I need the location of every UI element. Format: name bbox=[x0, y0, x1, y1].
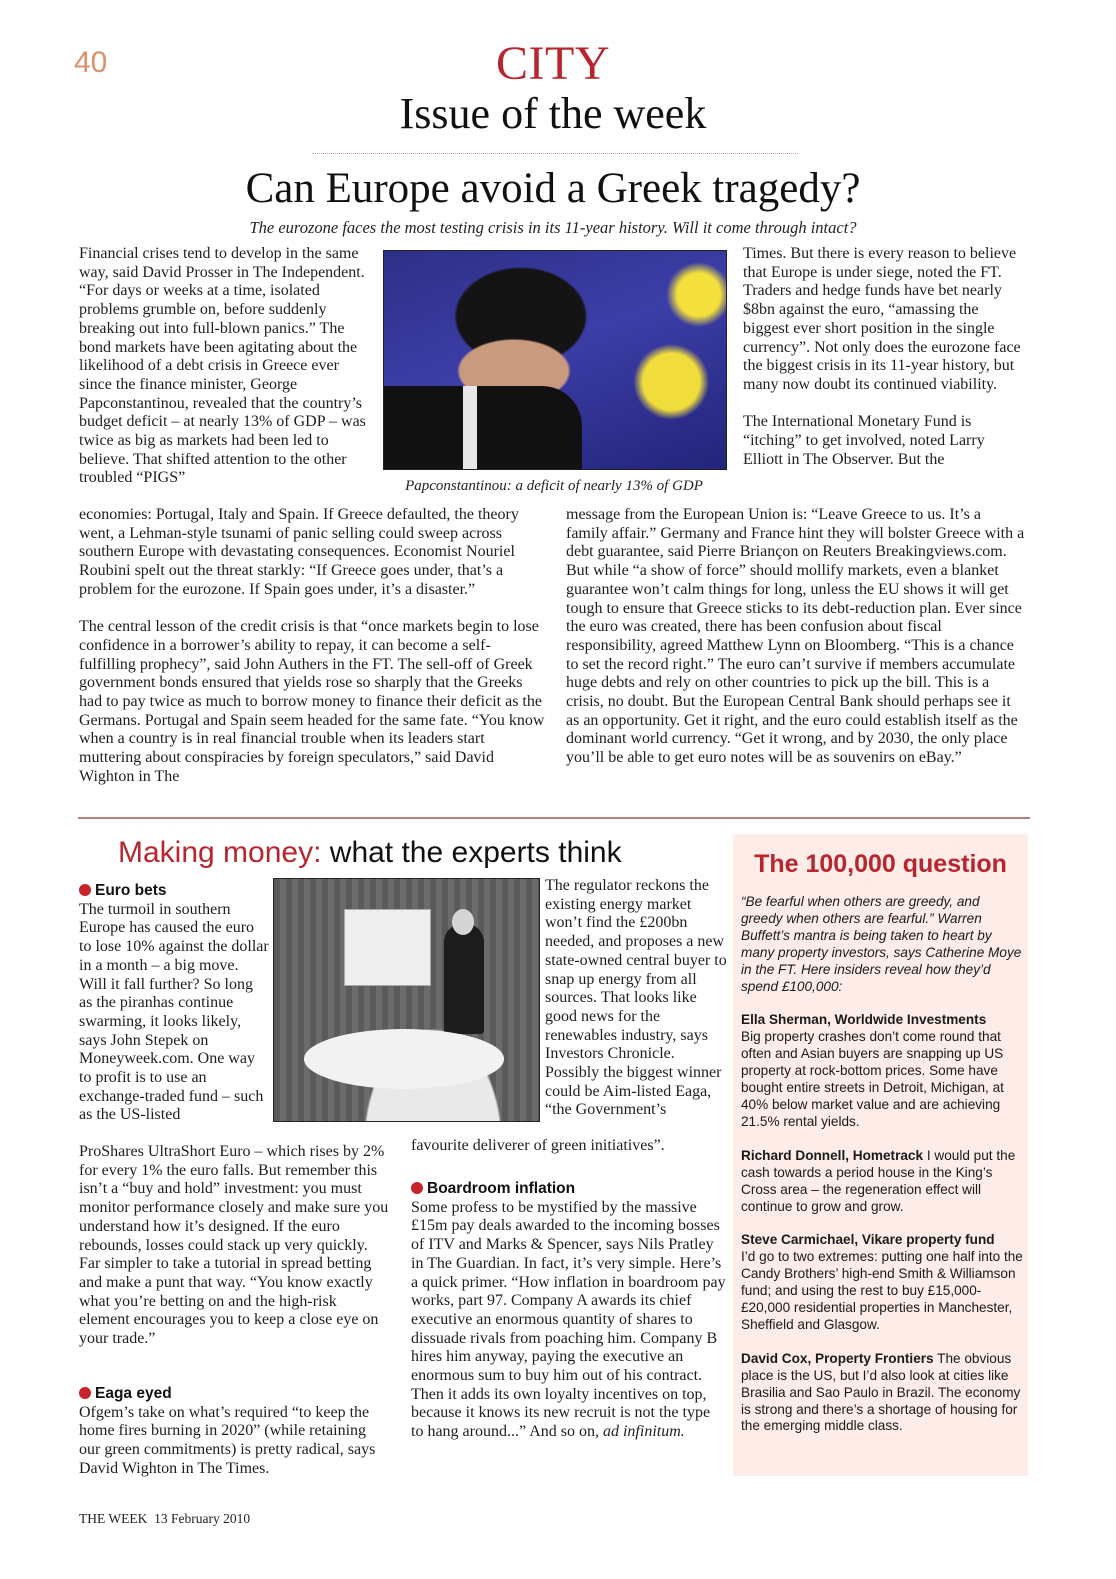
bullet-icon bbox=[411, 1182, 423, 1194]
page-footer: THE WEEK 13 February 2010 bbox=[79, 1511, 251, 1526]
paragraph: economies: Portugal, Italy and Spain. If Greece defaulted, the theory went, a Lehman-style tsunami of panic selling could sweep across southern Europe with devastating consequences. Economist Nouriel Roubini spelt out the threat starkly: “If Greece goes under, that’s a problem for the eurozone. If Spain goes under, it’s a disaster.” bbox=[79, 506, 519, 598]
entry: Steve Carmichael, Vikare property fund I’d go to two extremes: putting one half into the Candy Brothers’ high-end Smith & Williamson fund; and using the rest to buy £15,000-£20,000 residential properties in Manchester, Sheffield and Glasgow. bbox=[741, 1232, 1023, 1332]
entry: David Cox, Property Frontiers The obvious place is the US, but I’d also look at cities like Brasilia and Sao Paulo in Brazil. The economy is strong and there’s a shortage of housing for the emerging middle class. bbox=[741, 1350, 1021, 1434]
question-box-intro: “Be fearful when others are greedy, and greedy when others are fearful.” Warren Buffett’s mantra is being taken to heart by many property investors, says Catherine Moye in the FT. Here insiders reveal how they’d spend £100,000: bbox=[741, 894, 1022, 994]
dotted-divider bbox=[312, 153, 798, 154]
entry: Richard Donnell, Hometrack I would put the cash towards a period house in the King’s Cross area – the regeneration effect will continue to grow and grow. bbox=[741, 1147, 1016, 1214]
euro-bets-heading: Euro bets bbox=[79, 882, 269, 901]
paragraph: Some profess to be mystified by the massive £15m pay deals awarded to the incoming bosses of ITV and Marks & Spencer, says Nils Pratley in The Guardian. In fact, it’s very simple. Here’s a quick primer. “How inflation in boardroom pay works, part 97. Company A awards its chief executive an enormous quantity of shares to dissuade rivals from poaching him. Company B hires him anyway, paying the executive an enormous sum to buy him out of his contract. Then it adds its own loyalty incentives on top, because it knows its new recruit is not the type to hang around...” And so on, ad infinitum. bbox=[411, 1198, 726, 1441]
paragraph: message from the European Union is: “Leave Greece to us. It’s a family affair.” Germany and France hint they will bolster Greece with a debt guarantee, said Pierre Briançon on Reuters Breakingviews.com. But while “a show of force” should mollify markets, even a blanket guarantee won’t calm things for long, unless the EU shows it will get tough to ensure that Greece sticks to its debt-reduction plan. Ever since the euro was created, there has been confusion about fiscal responsibility, agreed Matthew Lynn on Bloomberg. “This is a chance to set the record right.” The euro can’t survive if members accumulate huge debts and rely on other countries to pick up the bill. This is a crisis, no doubt. But the European Central Bank should perhaps see it as an opportunity. Get it right, and the euro could establish itself as the dominant world currency. “Get it wrong, and by 2030, the only place you’ll be able to get euro notes will be as souvenirs on eBay.” bbox=[566, 506, 1025, 767]
boardroom-inflation-heading: Boardroom inflation bbox=[411, 1180, 726, 1199]
eaga-continued-narrow bbox=[545, 877, 730, 1120]
photo-detail bbox=[344, 909, 431, 986]
euro-bets-item bbox=[79, 882, 269, 1125]
photo-detail bbox=[444, 924, 484, 1034]
article-col1-bottom bbox=[79, 506, 547, 787]
eaga-eyed-item bbox=[79, 1385, 389, 1479]
article-col3-top bbox=[743, 245, 1023, 469]
paragraph: favourite deliverer of green initiatives”. bbox=[411, 1137, 665, 1154]
title-red-part: Making money: bbox=[118, 836, 322, 869]
article-col2-bottom bbox=[566, 506, 1026, 768]
paragraph: The turmoil in southern Europe has caused the euro to lose 10% against the dollar in a month – a big move. Will it fall further? So long as the piranhas continue swarming, it looks likely, says John Stepek on Moneyweek.com. One way to profit is to use an exchange-traded fund – such as the US-listed bbox=[79, 900, 269, 1124]
photo-detail bbox=[384, 386, 582, 469]
question-box-title: The 100,000 question bbox=[754, 850, 1007, 878]
article-standfirst: The eurozone faces the most testing crisis in its 11-year history. Will it come through intact? bbox=[249, 218, 857, 237]
photo-detail bbox=[304, 1029, 504, 1089]
paragraph: ProShares UltraShort Euro – which rises by 2% for every 1% the euro falls. But remember this isn’t a “buy and hold” investment: you must monitor performance closely and make sure you understand how it’s designed. If the euro rebounds, losses could stack up very quickly. Far simpler to take a tutorial in spread betting and make a punt that way. “You know exactly what you’re betting on and the high-risk element encourages you to keep a close eye on your trade.” bbox=[79, 1143, 389, 1348]
title-black-part: what the experts think bbox=[321, 836, 622, 869]
paragraph: The central lesson of the credit crisis is that “once markets begin to lose confidence in a borrower’s ability to repay, it can become a self-fulfilling prophecy”, said John Authers in the FT. The sell-off of Greek government bonds ensured that yields rose so sharply that the Greeks had to pay twice as much to borrow money to finance their deficit as the Germans. Portugal and Spain seem headed for the same fate. “You know when a country is in real financial trouble when its leaders start muttering about conspiracies by foreign speculators,” said David Wighton in The bbox=[79, 618, 545, 785]
photo-finance-minister bbox=[383, 250, 727, 470]
eaga-eyed-heading: Eaga eyed bbox=[79, 1385, 389, 1404]
photo-detail bbox=[452, 909, 474, 935]
bullet-icon bbox=[79, 1387, 91, 1399]
eaga-continued-wide bbox=[411, 1137, 731, 1156]
section-kicker: Issue of the week bbox=[399, 89, 707, 138]
section-divider bbox=[78, 817, 1030, 819]
entry: Ella Sherman, Worldwide Investments Big property crashes don’t come round that often and Asian buyers are snapping up US property at rock-bottom prices. Some have bought entire streets in Detroit, Michigan, at 40% below market value and are achieving 21.5% rental yields. bbox=[741, 1012, 1004, 1129]
question-box-content bbox=[741, 894, 1023, 1435]
photo-boardroom bbox=[273, 878, 540, 1122]
making-money-title bbox=[118, 836, 622, 870]
article-headline: Can Europe avoid a Greek tragedy? bbox=[245, 165, 861, 212]
paragraph: Ofgem’s take on what’s required “to keep the home fires burning in 2020” (while retaining our green commitments) is pretty radical, says David Wighton in The Times. bbox=[79, 1403, 376, 1477]
euro-bets-continued bbox=[79, 1143, 389, 1349]
paragraph: The International Monetary Fund is “itching” to get involved, noted Larry Elliott in The Observer. But the bbox=[743, 413, 985, 468]
article-col1-top bbox=[79, 245, 369, 488]
page-number: 40 bbox=[74, 46, 108, 79]
paragraph: Financial crises tend to develop in the same way, said David Prosser in The Independent. “For days or weeks at a time, isolated problems grumble on, before suddenly breaking out into full-blown panics.” The bond markets have been agitating about the likelihood of a debt crisis in Greece ever since the finance minister, George Papconstantinou, revealed that the country’s budget deficit – at nearly 13% of GDP – was twice as big as markets had been led to believe. That shifted attention to the other troubled “PIGS” bbox=[79, 245, 366, 487]
paragraph: The regulator reckons the existing energy market won’t find the £200bn needed, and proposes a new state-owned central buyer to snap up energy from all sources. That looks like good news for the renewables industry, says Investors Chronicle. Possibly the biggest winner could be Aim-listed Eaga, “the Government’s bbox=[545, 877, 727, 1119]
photo-caption: Papconstantinou: a deficit of nearly 13% of GDP bbox=[405, 478, 703, 494]
section-title: CITY bbox=[496, 37, 610, 90]
boardroom-inflation-item bbox=[411, 1180, 726, 1442]
paragraph: Times. But there is every reason to believe that Europe is under siege, noted the FT. Traders and hedge funds have bet nearly $8bn against the euro, “amassing the biggest ever short position in the single currency”. Not only does the eurozone face the biggest crisis in its 11-year history, but many now doubt its continued viability. bbox=[743, 245, 1021, 393]
bullet-icon bbox=[79, 884, 91, 896]
